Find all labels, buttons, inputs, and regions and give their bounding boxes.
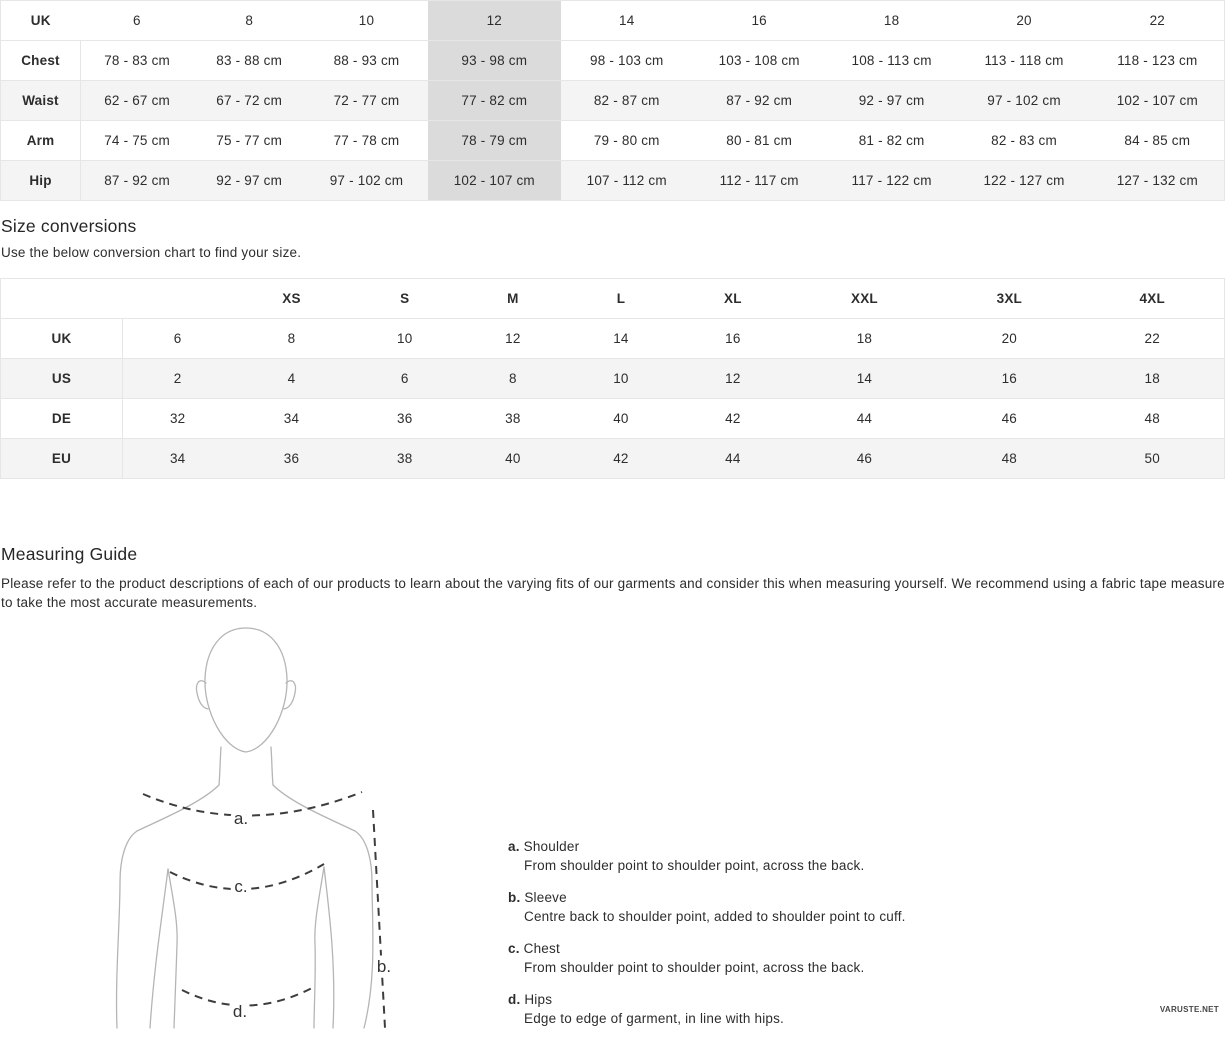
conversion-table-cell: 14 [856, 371, 873, 386]
conversion-table-cell: 32 [169, 411, 186, 426]
conversion-table-cell: 48 [1001, 451, 1017, 466]
conversion-table-cell: 38 [505, 411, 521, 426]
size-table-row-arm [1, 121, 1225, 161]
size-table-cell: 75 - 77 cm [216, 133, 283, 148]
conversion-table-header-cell [123, 279, 233, 319]
size-table-cell: 62 - 67 cm [104, 93, 170, 108]
size-table-cell: 81 - 82 cm [858, 133, 925, 148]
measuring-guide-description: Please refer to the product descriptions of each of our products to learn about the varying fits of our garments and consider this when measuring yourself. We recommend using a fabric tape measure to take the most accurate measurements. [1, 576, 1225, 610]
conversion-table-header-cell: 3XL [996, 291, 1022, 306]
measuring-item-title [508, 939, 1028, 958]
conversion-table-row-label: DE [1, 399, 123, 439]
size-table-header-cell: 22 [1149, 13, 1166, 28]
size-table-cell: 77 - 82 cm [428, 81, 561, 121]
conversion-table-body [1, 319, 1225, 479]
size-table-cell: 80 - 81 cm [726, 133, 793, 148]
measuring-item-name: Sleeve [520, 890, 567, 905]
conversion-table [0, 278, 1225, 479]
conversion-table-header-row [1, 279, 1225, 319]
measuring-item-title [508, 990, 1028, 1009]
conversion-table-cell: 40 [613, 411, 629, 426]
measuring-item-description: Centre back to shoulder point, added to shoulder point to cuff. [524, 909, 906, 924]
size-table-header-cell: 18 [883, 13, 900, 28]
size-table-header-cell: 16 [751, 13, 767, 28]
diagram-label-a: a. [233, 809, 249, 828]
conversion-table-cell: 14 [613, 331, 629, 346]
size-table-row-label: Chest [1, 41, 81, 81]
conversion-table-cell: 36 [397, 411, 413, 426]
conversion-table-cell: 34 [169, 451, 186, 466]
conversion-table-cell: 22 [1144, 331, 1160, 346]
measuring-item-description: From shoulder point to shoulder point, across the back. [524, 960, 865, 975]
measuring-guide-section [0, 622, 1225, 1028]
size-table-cell: 77 - 78 cm [333, 133, 400, 148]
conversion-table-cell: 10 [397, 331, 413, 346]
measuring-item-shoulder [508, 837, 1028, 875]
size-table-row-label: Hip [1, 161, 81, 201]
size-table-cell: 108 - 113 cm [851, 53, 932, 68]
size-table-cell: 122 - 127 cm [983, 173, 1065, 188]
size-table-cell: 67 - 72 cm [216, 93, 283, 108]
size-table-cell: 87 - 92 cm [726, 93, 793, 108]
conversion-table-cell: 2 [173, 371, 182, 386]
measuring-item-name: Shoulder [519, 839, 580, 854]
body-outline [117, 628, 373, 1028]
conversion-table-header-label [1, 279, 123, 319]
size-table-cell: 74 - 75 cm [104, 133, 170, 148]
size-measurements-table [0, 0, 1225, 201]
size-table-row-hip [1, 161, 1225, 201]
size-table-cell: 97 - 102 cm [987, 93, 1061, 108]
conversion-table-cell: 8 [287, 331, 296, 346]
size-table-cell: 92 - 97 cm [858, 93, 925, 108]
size-table-cell: 72 - 77 cm [333, 93, 400, 108]
size-table-header [1, 1, 1225, 41]
size-table-cell: 92 - 97 cm [216, 173, 283, 188]
size-table-cell: 127 - 132 cm [1116, 173, 1198, 188]
conversion-table-header-cell: XS [282, 291, 301, 306]
measuring-item-letter: c. [508, 941, 520, 956]
size-table-header-cell: 12 [428, 1, 561, 41]
size-table-cell: 84 - 85 cm [1124, 133, 1191, 148]
conversion-table-cell: 42 [613, 451, 629, 466]
conversion-table-cell: 44 [856, 411, 873, 426]
conversion-table-row-us [1, 359, 1225, 399]
conversion-table-cell: 10 [613, 371, 629, 386]
size-table-cell: 103 - 108 cm [718, 53, 800, 68]
conversion-table-cell: 6 [173, 331, 182, 346]
measuring-guide-list [508, 837, 1028, 1041]
size-table-cell: 78 - 79 cm [428, 121, 561, 161]
watermark: VARUSTE.NET [1159, 1005, 1219, 1014]
conversion-table-cell: 8 [508, 371, 517, 386]
size-table-cell: 82 - 83 cm [991, 133, 1057, 148]
conversion-table-wrap [0, 278, 1225, 479]
conversion-table-header-cell: XL [724, 291, 742, 306]
conversion-table-row-eu [1, 439, 1225, 479]
size-table-cell: 117 - 122 cm [851, 173, 932, 188]
conversion-table-cell: 40 [505, 451, 521, 466]
size-conversions-subtitle: Use the below conversion chart to find your size. [1, 245, 302, 260]
size-table-header-cell: 6 [132, 13, 141, 28]
size-table-cell: 102 - 107 cm [428, 161, 561, 201]
measuring-item-sleeve [508, 888, 1028, 926]
conversion-table-row-label: EU [1, 439, 123, 479]
conversion-table-cell: 36 [283, 451, 300, 466]
size-table-header-cell: 10 [358, 13, 375, 28]
conversion-table-header [1, 279, 1225, 319]
sleeve-measure-line [373, 810, 385, 1028]
size-table-header-label: UK [30, 13, 51, 28]
conversion-table-header-cell: S [400, 291, 410, 306]
conversion-table-header-cell: 4XL [1139, 291, 1165, 306]
size-conversions-title: Size conversions [1, 216, 137, 236]
size-table-row-chest [1, 41, 1225, 81]
measuring-item-name: Chest [519, 941, 560, 956]
size-table-cell: 113 - 118 cm [984, 53, 1064, 68]
conversion-table-cell: 50 [1144, 451, 1160, 466]
size-table-cell: 83 - 88 cm [216, 53, 283, 68]
measuring-item-title [508, 888, 1028, 907]
diagram-label-b: b. [376, 957, 392, 976]
conversion-table-row-uk [1, 319, 1225, 359]
conversion-table-cell: 4 [287, 371, 296, 386]
conversion-table-cell: 48 [1144, 411, 1160, 426]
conversion-table-cell: 46 [1001, 411, 1017, 426]
size-table-cell: 88 - 93 cm [333, 53, 400, 68]
conversion-table-cell: 18 [856, 331, 873, 346]
conversion-table-header-cell: L [616, 291, 626, 306]
size-table-cell: 118 - 123 cm [1117, 53, 1198, 68]
size-measurements-table-wrap [0, 0, 1225, 201]
conversion-table-row-label: UK [1, 319, 123, 359]
conversion-table-cell: 20 [1001, 331, 1017, 346]
conversion-table-cell: 42 [725, 411, 741, 426]
size-table-cell: 97 - 102 cm [329, 173, 404, 188]
conversion-table-header-cell: XXL [851, 291, 878, 306]
measuring-item-name: Hips [520, 992, 553, 1007]
size-table-cell: 87 - 92 cm [104, 173, 170, 188]
conversion-table-cell: 38 [397, 451, 413, 466]
conversion-table-cell: 34 [283, 411, 300, 426]
size-table-cell: 78 - 83 cm [104, 53, 170, 68]
size-table-row-waist [1, 81, 1225, 121]
conversion-table-row-label: US [1, 359, 123, 399]
conversion-table-cell: 44 [725, 451, 741, 466]
conversion-table-row-de [1, 399, 1225, 439]
conversion-table-cell: 16 [725, 331, 741, 346]
size-table-row-label: Waist [1, 81, 81, 121]
size-table-cell: 93 - 98 cm [428, 41, 561, 81]
size-table-header-cell: 20 [1016, 13, 1032, 28]
size-table-row-label: Arm [1, 121, 81, 161]
size-table-cell: 98 - 103 cm [589, 53, 664, 68]
measuring-item-letter: d. [508, 992, 521, 1007]
body-measurement-diagram [100, 622, 420, 1028]
size-table-header-row [1, 1, 1225, 41]
conversion-table-header-cell: M [507, 291, 519, 306]
measuring-item-hips [508, 990, 1028, 1028]
conversion-table-cell: 12 [725, 371, 741, 386]
measuring-item-chest [508, 939, 1028, 977]
diagram-label-c: c. [234, 877, 248, 896]
measuring-item-letter: b. [508, 890, 521, 905]
size-table-header-cell: 8 [245, 13, 254, 28]
diagram-label-d: d. [232, 1002, 248, 1021]
measuring-item-description: From shoulder point to shoulder point, across the back. [524, 858, 865, 873]
conversion-table-cell: 16 [1001, 371, 1017, 386]
size-table-cell: 82 - 87 cm [593, 93, 660, 108]
size-table-cell: 112 - 117 cm [719, 173, 799, 188]
measuring-guide-title: Measuring Guide [1, 544, 138, 564]
size-table-cell: 79 - 80 cm [593, 133, 660, 148]
size-table-header-cell: 14 [619, 13, 635, 28]
conversion-table-cell: 18 [1144, 371, 1160, 386]
conversion-table-cell: 46 [856, 451, 873, 466]
conversion-table-cell: 6 [400, 371, 409, 386]
conversion-table-cell: 12 [505, 331, 521, 346]
size-table-body [1, 41, 1225, 201]
measuring-item-letter: a. [508, 839, 520, 854]
size-table-cell: 107 - 112 cm [586, 173, 667, 188]
measuring-item-description: Edge to edge of garment, in line with hips. [524, 1011, 785, 1026]
measuring-item-title [508, 837, 1028, 856]
size-table-cell: 102 - 107 cm [1116, 93, 1198, 108]
